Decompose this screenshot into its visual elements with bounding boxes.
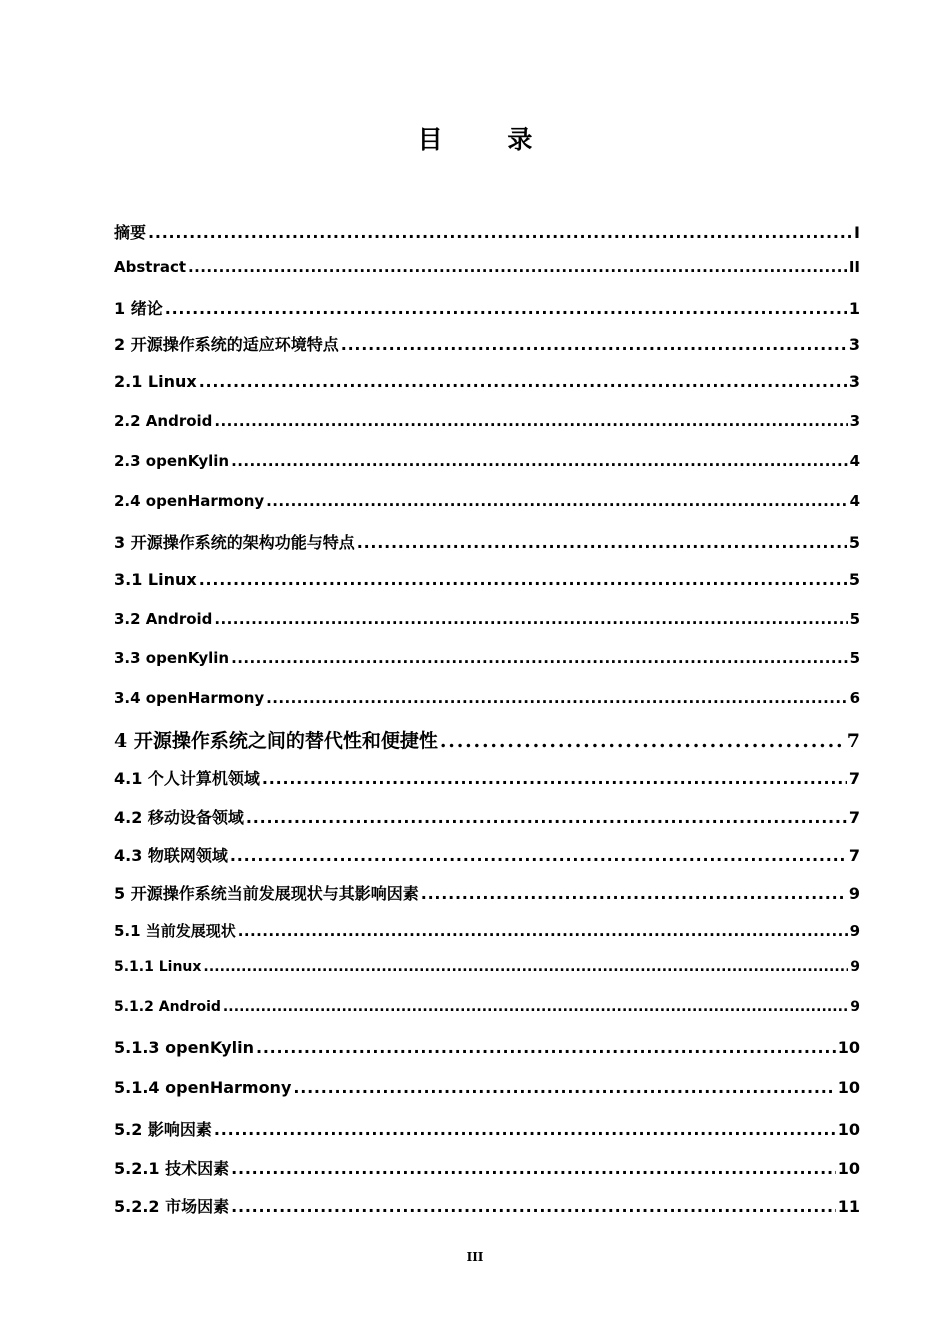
- toc-page-number: 4: [849, 492, 860, 510]
- toc-page-number: 3: [848, 372, 860, 391]
- toc-entry[interactable]: [114, 1194, 860, 1217]
- toc-page-number: 6: [849, 689, 860, 707]
- toc-label: 5.2 影响因素: [114, 1120, 212, 1139]
- toc-leader: [256, 1038, 836, 1057]
- toc-page-number: 5: [848, 533, 860, 552]
- toc-entry[interactable]: [114, 258, 860, 276]
- toc-entry[interactable]: [114, 843, 860, 866]
- toc-label: 4 开源操作系统之间的替代性和便捷性: [114, 730, 438, 752]
- toc-label: 摘要: [114, 223, 147, 242]
- toc-label: 4.1 个人计算机领域: [114, 769, 260, 788]
- toc-leader: [440, 730, 845, 752]
- toc-page-number: I: [854, 223, 860, 242]
- toc-leader: [188, 258, 847, 276]
- toc-leader: [199, 372, 847, 391]
- toc-label: 5.2.1 技术因素: [114, 1159, 230, 1178]
- toc-leader: [203, 959, 848, 975]
- toc-page-number: 7: [846, 730, 860, 752]
- toc-leader: [230, 846, 847, 865]
- toc-entry[interactable]: [114, 920, 860, 941]
- toc-entry[interactable]: [114, 372, 860, 391]
- toc-page-number: 10: [837, 1038, 860, 1057]
- toc-label: 3.3 openKylin: [114, 649, 230, 667]
- toc-label: 5.1.3 openKylin: [114, 1038, 254, 1057]
- toc-entry[interactable]: [114, 689, 860, 707]
- toc-leader: [231, 452, 847, 470]
- toc-entry[interactable]: [114, 881, 860, 904]
- toc-entry[interactable]: [114, 412, 860, 430]
- toc-label: 3 开源操作系统的架构功能与特点: [114, 533, 355, 552]
- toc-label: 5.1.1 Linux: [114, 959, 202, 975]
- toc-label: 4.3 物联网领域: [114, 846, 228, 865]
- toc-page-number: 9: [849, 922, 860, 940]
- toc-page-number: 9: [848, 884, 860, 903]
- toc-page-number: 10: [837, 1078, 860, 1097]
- toc-entry[interactable]: [114, 492, 860, 510]
- toc-label: 1 绪论: [114, 299, 163, 318]
- toc-page-number: 7: [848, 769, 860, 788]
- toc-leader: [223, 999, 848, 1015]
- toc-entry[interactable]: [114, 1078, 860, 1097]
- toc-page-number: 1: [848, 299, 860, 318]
- toc-entry[interactable]: [114, 805, 860, 828]
- page-title: 目 录: [417, 125, 561, 154]
- toc-label: 2 开源操作系统的适应环境特点: [114, 335, 339, 354]
- toc-label: 3.4 openHarmony: [114, 689, 265, 707]
- toc-page-number: II: [848, 258, 860, 276]
- toc-page-number: 9: [850, 959, 860, 975]
- toc-entry[interactable]: [114, 1038, 860, 1057]
- toc-leader: [165, 299, 847, 318]
- toc-label: 2.4 openHarmony: [114, 492, 265, 510]
- toc-label: 5.1 当前发展现状: [114, 922, 236, 940]
- toc-page-number: 10: [837, 1159, 860, 1178]
- toc-entry[interactable]: [114, 296, 860, 319]
- toc-leader: [293, 1078, 835, 1097]
- toc-leader: [266, 689, 847, 707]
- toc-leader: [231, 1159, 836, 1178]
- toc-leader: [214, 1120, 836, 1139]
- toc-entry[interactable]: [114, 766, 860, 789]
- toc-entry[interactable]: [114, 610, 860, 628]
- toc-page-number: 7: [848, 846, 860, 865]
- toc-entry[interactable]: [114, 530, 860, 553]
- toc-leader: [238, 922, 848, 940]
- toc-label: 2.1 Linux: [114, 372, 197, 391]
- toc-leader: [357, 533, 847, 552]
- toc-leader: [246, 808, 847, 827]
- toc-entry[interactable]: [114, 220, 860, 243]
- toc-label: 2.3 openKylin: [114, 452, 230, 470]
- toc-entry[interactable]: [114, 332, 860, 355]
- toc-entry[interactable]: [114, 1117, 860, 1140]
- toc-label: 3.1 Linux: [114, 570, 197, 589]
- toc-leader: [214, 610, 847, 628]
- toc-label: 3.2 Android: [114, 610, 213, 628]
- toc-leader: [231, 1197, 836, 1216]
- toc-page-number: 3: [849, 412, 860, 430]
- toc-leader: [266, 492, 847, 510]
- toc-entry[interactable]: [114, 452, 860, 470]
- toc-entry[interactable]: [114, 649, 860, 667]
- toc-leader: [214, 412, 847, 430]
- toc-label: 2.2 Android: [114, 412, 213, 430]
- page-number-footer: III: [466, 1250, 484, 1264]
- toc-page-number: 7: [848, 808, 860, 827]
- toc-leader: [148, 223, 852, 242]
- toc-leader: [199, 570, 847, 589]
- toc-label: 5.2.2 市场因素: [114, 1197, 230, 1216]
- toc-leader: [341, 335, 847, 354]
- toc-page-number: 10: [837, 1120, 860, 1139]
- toc-label: 4.2 移动设备领域: [114, 808, 244, 827]
- toc-leader: [421, 884, 847, 903]
- toc-label: 5.1.4 openHarmony: [114, 1078, 292, 1097]
- toc-leader: [262, 769, 847, 788]
- toc-entry[interactable]: [114, 1156, 860, 1179]
- toc-entry[interactable]: [114, 999, 860, 1015]
- toc-leader: [231, 649, 847, 667]
- toc-page-number: 5: [848, 570, 860, 589]
- toc-label: 5.1.2 Android: [114, 999, 221, 1015]
- toc-page-number: 11: [837, 1197, 860, 1216]
- toc-entry[interactable]: [114, 726, 860, 753]
- toc-page-number: 3: [848, 335, 860, 354]
- toc-page-number: 5: [849, 649, 860, 667]
- toc-label: 5 开源操作系统当前发展现状与其影响因素: [114, 884, 419, 903]
- toc-page-number: 5: [849, 610, 860, 628]
- toc-entry[interactable]: [114, 959, 860, 975]
- toc-page-number: 9: [850, 999, 860, 1015]
- toc-label: Abstract: [114, 258, 187, 276]
- toc-page-number: 4: [849, 452, 860, 470]
- toc-entry[interactable]: [114, 570, 860, 589]
